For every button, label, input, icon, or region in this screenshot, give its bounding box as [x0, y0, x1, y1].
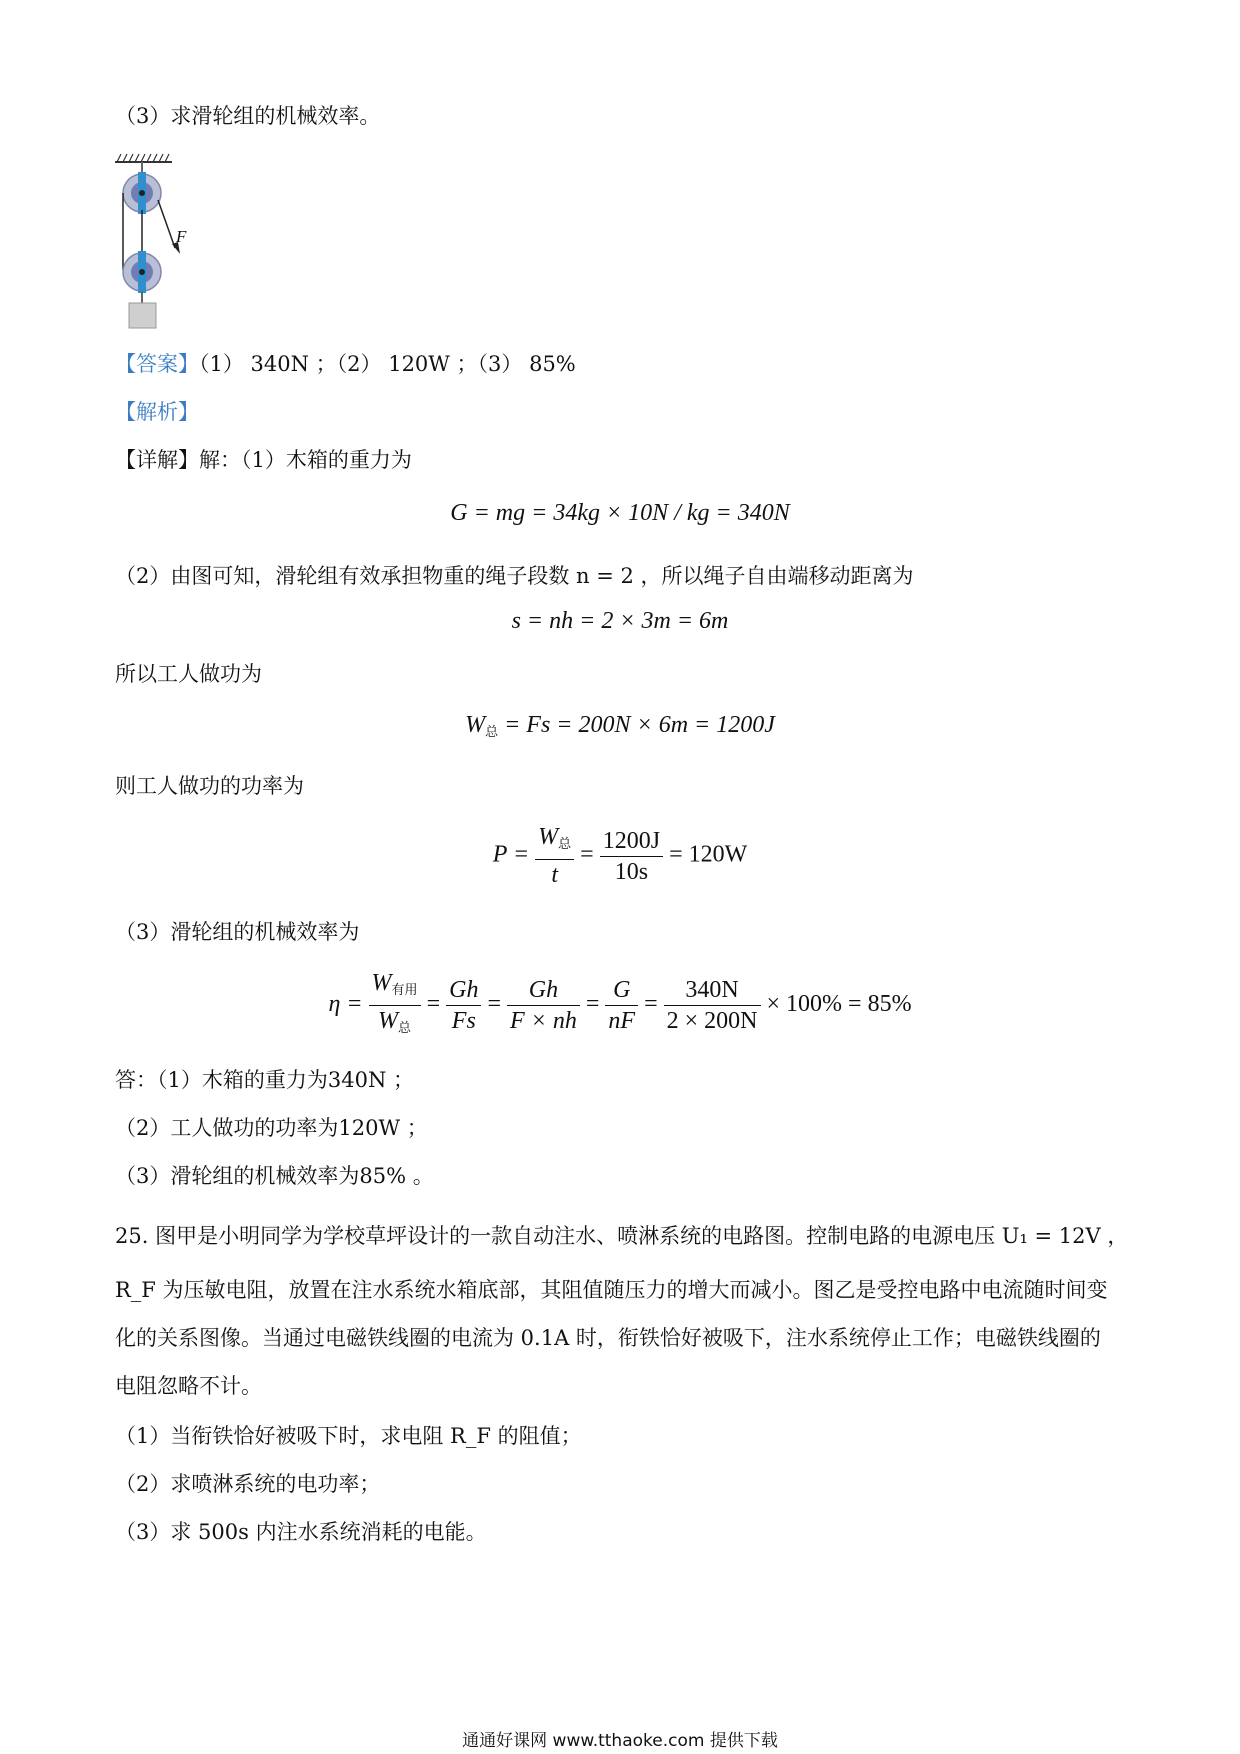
pulley-diagram: [112, 150, 222, 335]
eq5-f5-num: 340N: [664, 975, 761, 1006]
q25-sub1: （1）当衔铁恰好被吸下时，求电阻 R_F 的阻值；: [115, 1424, 582, 1448]
eq5-lhs: η =: [328, 991, 363, 1018]
eq4-f2-num: 1200J: [600, 826, 663, 857]
eq5-f5-den: 2 × 200N: [666, 1008, 758, 1034]
eq5-f1-num-sub: 有用: [391, 982, 418, 997]
conclusion-3: （3）滑轮组的机械效率为85% 。: [115, 1164, 434, 1188]
footer: 通通好课网 www.tthaoke.com 提供下载: [462, 1731, 778, 1751]
analysis-tag: 【解析】: [115, 400, 199, 424]
q25-line4: 电阻忽略不计。: [115, 1374, 262, 1398]
detail-intro: 【详解】解：（1）木箱的重力为: [115, 448, 412, 472]
answer-text: （1） 340N ；（2） 120W ；（3） 85%: [199, 352, 576, 376]
q25-line2: R_F 为压敏电阻，放置在注水系统水箱底部，其阻值随压力的增大而减小。图乙是受控电路中电流随时间变: [115, 1278, 1108, 1302]
detail-p4: 则工人做功的功率为: [115, 774, 304, 798]
q3-prompt: （3）求滑轮组的机械效率。: [115, 104, 381, 128]
eq4-result: = 120W: [669, 841, 748, 868]
eq3-w: W: [465, 712, 486, 738]
eq5-f2-den: Fs: [451, 1008, 476, 1034]
conclusion-1: 答：（1）木箱的重力为340N ；: [115, 1068, 414, 1092]
equation-efficiency: η = $\frac{W_{有用}}{W_总}$ = $\frac{Gh}{Fs}$ = $\frac{Gh}{F \times nh}$ = $\frac{G}{nF}$ = $\frac{340N}{2 \times 200N}$ × 100% = 85%: [0, 968, 1240, 1043]
eq3-right: = Fs = 200N × 6m = 1200J: [498, 712, 775, 738]
eq5-f1-num: W: [371, 970, 392, 996]
eq4-f2-den: 10s: [614, 858, 649, 885]
eq5-f4-num: G: [605, 975, 638, 1006]
answer-line: [115, 350, 576, 378]
equation-power: P = $\frac{W_总}{t}$ = $\frac{1200J}{10s}$ = 120W: [492, 824, 748, 888]
eq5-frac3: [507, 975, 580, 1036]
eq3-sub: 总: [485, 724, 499, 739]
eq4-f1-den: t: [551, 862, 558, 888]
q25-line3: 化的关系图像。当通过电磁铁线圈的电流为 0.1A 时，衔铁恰好被吸下，注水系统停止工作；电磁铁线圈的: [115, 1326, 1101, 1350]
eq4-frac2: [600, 826, 663, 887]
eq5-f3-num: Gh: [507, 975, 580, 1006]
eq4-f1-sub: 总: [558, 836, 572, 851]
equation-work: [0, 712, 1240, 740]
eq5-f4-den: nF: [608, 1008, 636, 1034]
equation-weight: G = mg = 34kg × 10N / kg = 340N: [450, 500, 790, 526]
detail-p3: 所以工人做功为: [115, 662, 262, 686]
detail-p2: （2）由图可知，滑轮组有效承担物重的绳子段数 n = 2 ，所以绳子自由端移动距离为: [115, 564, 914, 588]
eq5-f2-num: Gh: [446, 975, 481, 1006]
eq5-frac5: [664, 975, 761, 1036]
eq4-f1-num: W: [538, 824, 559, 850]
eq4-frac1: [535, 822, 574, 890]
eq5-frac2: [446, 975, 481, 1036]
answer-tag: 【答案】: [115, 352, 199, 376]
eq5-result: × 100% = 85%: [766, 991, 912, 1018]
eq5-frac4: [605, 975, 638, 1036]
force-label: F: [176, 227, 187, 246]
conclusion-2: （2）工人做功的功率为120W ；: [115, 1116, 428, 1140]
equation-distance: s = nh = 2 × 3m = 6m: [511, 608, 729, 634]
q25-sub3: （3）求 500s 内注水系统消耗的电能。: [115, 1520, 487, 1544]
eq5-f3-den: F × nh: [510, 1008, 577, 1034]
q25-line1: 25. 图甲是小明同学为学校草坪设计的一款自动注水、喷淋系统的电路图。控制电路的电源电压 U₁ = 12V ，: [115, 1224, 1129, 1248]
detail-p5: （3）滑轮组的机械效率为: [115, 920, 360, 944]
eq5-f1-den-sub: 总: [398, 1020, 412, 1035]
eq5-f1-den: W: [378, 1008, 399, 1034]
eq4-lhs: P =: [492, 841, 530, 868]
eq5-frac1: [369, 968, 421, 1043]
q25-sub2: （2）求喷淋系统的电功率；: [115, 1472, 381, 1496]
